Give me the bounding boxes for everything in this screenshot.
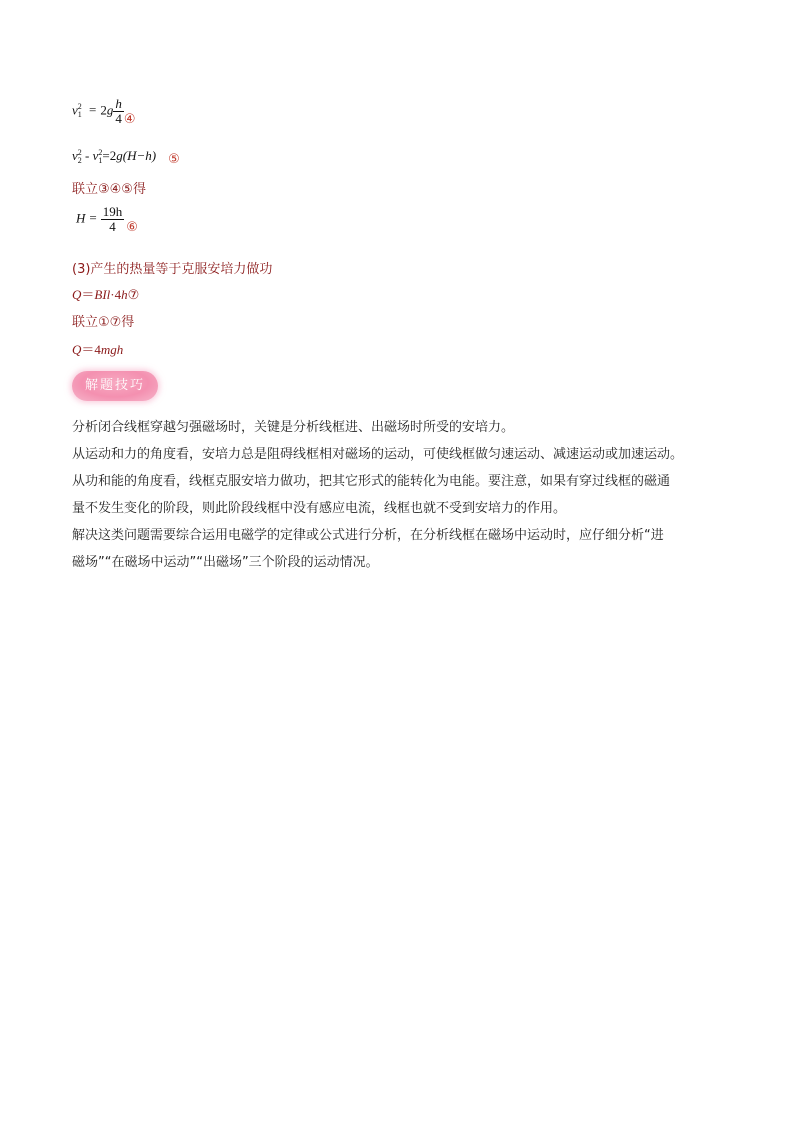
eq5-v2-sup: 2: [77, 148, 82, 158]
eq7-bil: BIl: [94, 287, 111, 302]
eq4-frac-den: 4: [115, 111, 122, 126]
eq6-lhs: H: [76, 210, 86, 226]
equation-7: [72, 284, 139, 303]
eq5-v1-sup: 2: [98, 148, 103, 158]
eq5-v1-sub: 1: [98, 156, 103, 166]
eq6-fraction: [101, 205, 125, 234]
eq7-h: h: [121, 287, 128, 302]
eq4-g: g: [106, 102, 114, 118]
eq6-marker: ⑥: [126, 220, 138, 236]
eq4-marker: ④: [123, 112, 136, 128]
eq5-v2: v: [72, 148, 78, 163]
eq7-tail: ·4: [110, 287, 122, 302]
eq4-lhs-var: v: [72, 102, 78, 118]
eq7-equals: ＝: [81, 287, 95, 302]
eq4-lhs-sub: 1: [77, 109, 82, 119]
tips-text-block: [72, 414, 683, 576]
eq5-marker: ⑤: [168, 152, 180, 167]
tips-paragraph-3: 从功和能的角度看，线框克服安培力做功，把其它形式的能转化为电能。要注意，如果有穿过线框的磁通: [72, 474, 671, 489]
equation-6: [76, 205, 138, 234]
eq4-frac-num: h: [115, 96, 122, 111]
eq7-q: Q: [72, 287, 82, 302]
eq8-q: Q: [72, 342, 82, 357]
eq6-frac-den: 4: [101, 219, 125, 234]
tips-paragraph-4: 量不发生变化的阶段，则此阶段线框中没有感应电流，线框也就不受到安培力的作用。: [72, 501, 567, 516]
eq4-equals: =: [89, 102, 97, 118]
tips-paragraph-1: 分析闭合线框穿越匀强磁场时，关键是分析线框进、出磁场时所受的安培力。: [72, 420, 515, 435]
equation-4: [72, 97, 136, 126]
eq5-g: g: [116, 148, 123, 163]
part-3-heading: (3)产生的热量等于克服安培力做功: [72, 262, 273, 277]
combine-line-1: 联立③④⑤得: [72, 182, 146, 197]
eq8-mgh: mgh: [100, 342, 124, 357]
eq4-fraction: [113, 97, 124, 126]
eq8-rest: ＝4: [81, 342, 101, 357]
equation-8: [72, 339, 123, 358]
tips-badge: 解题技巧: [72, 371, 158, 401]
eq6-frac-num: 19h: [102, 204, 123, 219]
eq5-rhs: =2: [102, 148, 117, 163]
eq5-v2-sub: 2: [77, 156, 82, 166]
eq5-paren: (H−h): [122, 148, 157, 163]
equation-5: [72, 148, 180, 165]
tips-paragraph-2: 从运动和力的角度看，安培力总是阻碍线框相对磁场的运动，可使线框做匀速运动、减速运动或加速运动。: [72, 447, 684, 462]
combine-line-2: 联立①⑦得: [72, 315, 135, 330]
eq5-v1: v: [92, 148, 99, 163]
eq5-minus: -: [81, 148, 93, 163]
eq6-equals: =: [89, 210, 97, 226]
eq4-lhs-sup: 2: [77, 101, 82, 111]
tips-paragraph-6: 磁场”“在磁场中运动”“出磁场”三个阶段的运动情况。: [72, 555, 379, 570]
eq7-marker: ⑦: [127, 287, 140, 302]
tips-paragraph-5: 解决这类问题需要综合运用电磁学的定律或公式进行分析，在分析线框在磁场中运动时，应仔细分析“进: [72, 528, 664, 543]
eq4-coef: 2: [100, 102, 107, 118]
